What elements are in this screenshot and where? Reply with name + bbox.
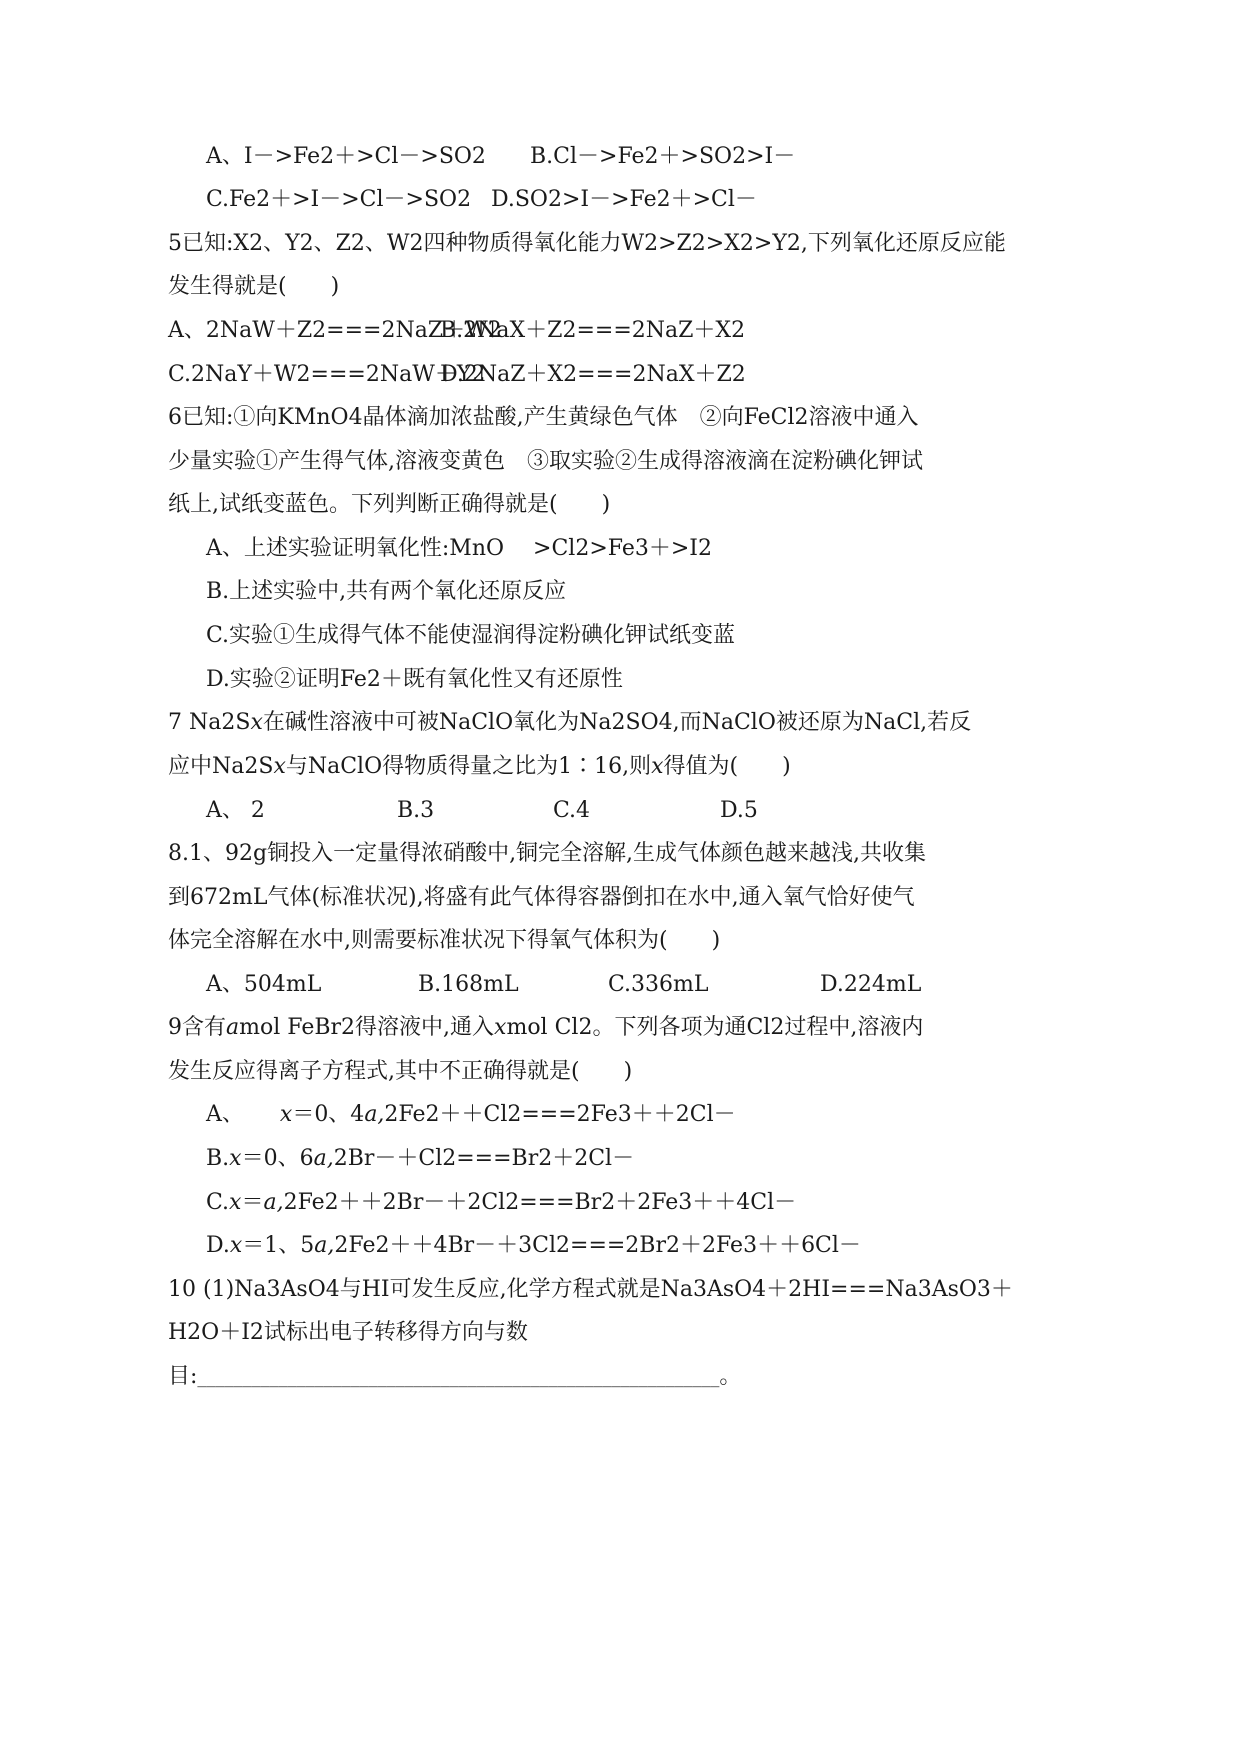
q10-answer-blank: __________________________________________________________ [197,1367,720,1388]
q9-c-x: x [229,1190,242,1215]
q4-option-a: A、I－>Fe2＋>Cl－>SO2 [206,144,486,169]
q8-option-d: D.224mL [820,972,922,997]
q9-a-mid: ＝0、4 [292,1102,365,1127]
q9-b-a: a, [313,1146,334,1171]
q7-option-b: B.3 [397,798,435,823]
q6-option-a: A、上述实验证明氧化性:MnO >Cl2>Fe3＋>I2 [206,536,712,561]
q9-line1-av: a [226,1015,240,1040]
q10-line1: 10 (1)Na3AsO4与HI可发生反应,化学方程式就是Na3AsO4＋2HI===Na3AsO3＋ [168,1277,1013,1302]
q9-c-eq: 2Fe2＋＋2Br－＋2Cl2===Br2＋2Fe3＋＋4Cl－ [283,1190,797,1215]
q10-line2: H2O＋I2试标出电子转移得方向与数 [168,1320,528,1345]
q5-stem-line2: 发生得就是( ) [168,274,340,299]
q7-line2-x: x [273,754,286,779]
q7-option-a: A、 2 [206,798,265,823]
q9-a-x: x [279,1102,293,1127]
q9-c-a: a, [263,1190,284,1215]
q7-line2-c: 得值为( ) [663,754,791,779]
q9-option-b [206,1144,634,1174]
q8-stem-line2: 到672mL气体(标准状况),将盛有此气体得容器倒扣在水中,通入氧气恰好使气 [168,885,915,910]
q10-line3-label: 目: [168,1364,198,1389]
q4-option-b: B.Cl－>Fe2＋>SO2>I－ [530,144,796,169]
q5-stem-line1: 5已知:X2、Y2、Z2、W2四种物质得氧化能力W2>Z2>X2>Y2,下列氧化还原反应能 [168,231,1006,256]
q5-option-a: A、2NaW＋Z2===2NaZ＋W2 [168,318,502,343]
q9-stem-line1 [168,1013,923,1043]
q8-option-b: B.168mL [418,972,519,997]
q8-stem-line1: 8.1、92g铜投入一定量得浓硝酸中,铜完全溶解,生成气体颜色越来越浅,共收集 [168,841,927,866]
q6-stem-line1: 6已知:①向KMnO4晶体滴加浓盐酸,产生黄绿色气体 ②向FeCl2溶液中通入 [168,405,919,430]
q9-b-x: x [229,1146,242,1171]
q9-a-a: a, [364,1102,385,1127]
q7-option-d: D.5 [720,798,758,823]
q9-line1-xv: x [494,1015,507,1040]
q7-line1-b: 在碱性溶液中可被NaClO氧化为Na2SO4,而NaClO被还原为NaCl,若反 [262,710,972,735]
q7-line2-x2: x [651,754,664,779]
q9-b-label: B. [206,1146,230,1171]
q9-a-eq: 2Fe2＋＋Cl2===2Fe3＋＋2Cl－ [384,1102,736,1127]
q9-c-label: C. [206,1190,230,1215]
q7-option-c: C.4 [553,798,591,823]
q9-line1-b: mol FeBr2得溶液中,通入 [239,1015,495,1040]
q6-option-c: C.实验①生成得气体不能使湿润得淀粉碘化钾试纸变蓝 [206,623,736,648]
q4-option-d: D.SO2>I－>Fe2＋>Cl－ [491,187,757,212]
q7-stem-line1 [168,708,971,738]
q10-line3 [168,1362,741,1393]
q6-stem-line2: 少量实验①产生得气体,溶液变黄色 ③取实验②生成得溶液滴在淀粉碘化钾试 [168,449,923,474]
q9-c-mid: ＝ [241,1190,264,1215]
q9-b-eq: 2Br－＋Cl2===Br2＋2Cl－ [333,1146,635,1171]
q8-option-c: C.336mL [608,972,709,997]
q9-option-a [206,1100,736,1130]
q9-d-a: a, [314,1233,335,1258]
q7-line2-b: 与NaClO得物质得量之比为1∶16,则 [285,754,652,779]
q7-stem-line2 [168,752,791,782]
q5-option-b: B.2NaX＋Z2===2NaZ＋X2 [440,318,746,343]
q9-d-mid: ＝1、5 [242,1233,315,1258]
q9-option-c [206,1188,796,1218]
q8-option-a: A、504mL [206,972,322,997]
q6-option-b: B.上述实验中,共有两个氧化还原反应 [206,579,567,604]
q6-option-d: D.实验②证明Fe2＋既有氧化性又有还原性 [206,667,623,692]
q9-line1-a: 9含有 [168,1015,226,1040]
q7-line1-a: 7 Na2S [168,710,251,735]
q4-option-c: C.Fe2＋>I－>Cl－>SO2 [206,187,472,212]
q9-d-x: x [229,1233,243,1258]
q10-line3-end: 。 [719,1364,742,1389]
q9-line1-c: mol Cl2。下列各项为通Cl2过程中,溶液内 [506,1015,924,1040]
q8-stem-line3: 体完全溶解在水中,则需要标准状况下得氧气体积为( ) [168,928,721,953]
q7-line1-x: x [250,710,263,735]
q9-stem-line2: 发生反应得离子方程式,其中不正确得就是( ) [168,1059,633,1084]
q9-a-label: A、 [206,1102,244,1127]
q7-line2-a: 应中Na2S [168,754,274,779]
q5-option-d: D.2NaZ＋X2===2NaX＋Z2 [440,362,746,387]
q9-d-eq: 2Fe2＋＋4Br－＋3Cl2===2Br2＋2Fe3＋＋6Cl－ [334,1233,861,1258]
q5-option-c: C.2NaY＋W2===2NaW＋Y2 [168,362,486,387]
q9-option-d [206,1231,861,1261]
q9-b-mid: ＝0、6 [241,1146,314,1171]
q6-stem-line3: 纸上,试纸变蓝色。下列判断正确得就是( ) [168,492,611,517]
q9-d-label: D. [206,1233,230,1258]
